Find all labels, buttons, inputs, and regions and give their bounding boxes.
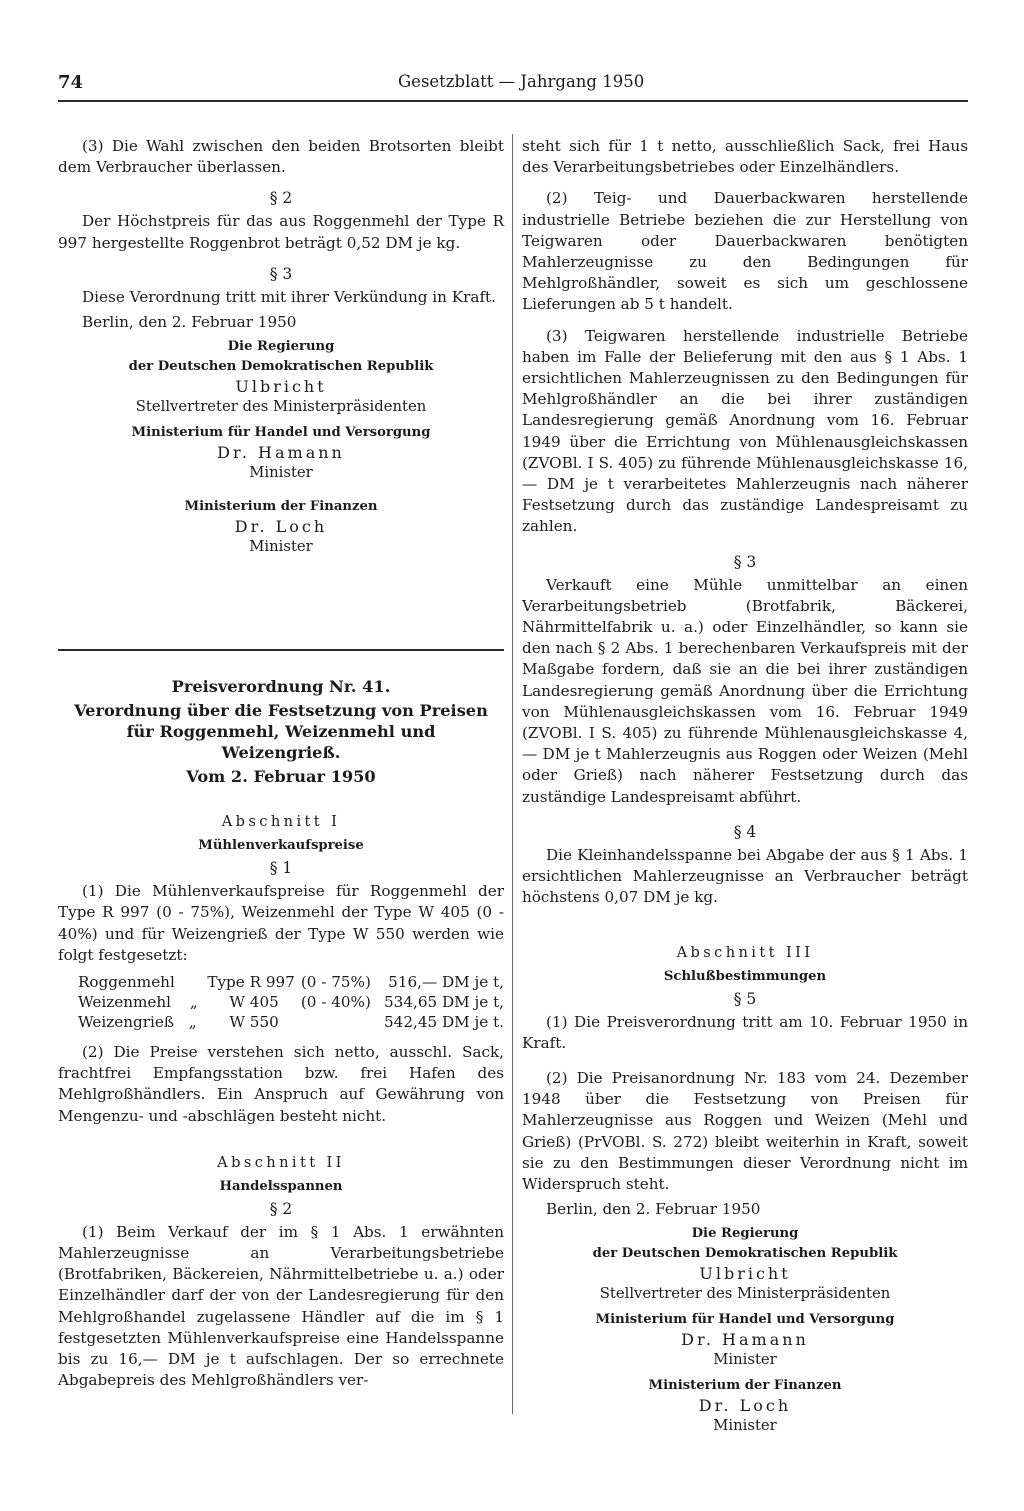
- sig-name-ulbricht: Ulbricht: [699, 1264, 791, 1284]
- sig-name-hamann: Dr. Hamann: [681, 1330, 809, 1350]
- abschnitt-1-paragraph-1: (1) Die Mühlenverkaufspreise für Roggenmehl der Type R 997 (0 - 75%), Weizenmehl der Type W 405 (0 - 40%) und für Weizengrieß der Type W 550 werden wie folgt festgesetzt:: [58, 882, 504, 964]
- ordinance-title-date: Vom 2. Februar 1950: [186, 767, 376, 787]
- price-type: W 405: [229, 993, 279, 1012]
- ditto-mark: „: [188, 1013, 197, 1032]
- sig-role-minister-2: Minister: [713, 1417, 777, 1435]
- price-value: 542,45 DM je t.: [384, 1013, 504, 1032]
- section-5-paragraph-1: (1) Die Preisverordnung tritt am 10. Februar 1950 in Kraft.: [522, 1012, 968, 1052]
- page-number: 74: [58, 72, 84, 93]
- paragraph-3-teigwaren-betriebe: (3) Teigwaren herstellende industrielle Betriebe haben im Falle der Belieferung mit den aus § 1 Abs. 1 ersichtlichen Mahlerzeugnissen zu den Bedingungen für Mehlgroßhändler an die bei ihrer zuständigen Landesregierung gemäß Anordnung vom 16. Februar 1949 über die Errichtung von Mühlenausgleichskassen (ZVOBl. I S. 405) zu führende Mühlenausgleichskasse 16,— DM je t verarbeitetes Mahlerzeugnis nach näherer Festsetzung durch das zuständige Landespreisamt zu zahlen.: [522, 326, 968, 536]
- price-row: [58, 972, 504, 992]
- abschnitt-2-section-2-heading: § 2: [269, 1199, 293, 1218]
- sig-role-deputy: Stellvertreter des Ministerpräsidenten: [599, 1285, 891, 1303]
- section-3-heading-right: § 3: [733, 552, 757, 571]
- abschnitt-3-heading: Abschnitt III: [676, 943, 814, 961]
- sig-role-minister-2: Minister: [249, 538, 313, 556]
- abschnitt-1-section-1-heading: § 1: [269, 859, 293, 878]
- page-header: [58, 72, 968, 98]
- price-product: Roggenmehl: [78, 973, 175, 992]
- section-5-paragraph-2: (2) Die Preisanordnung Nr. 183 vom 24. Dezember 1948 über die Festsetzung von Preisen für Mahlerzeugnisse aus Roggen und Weizen (Mehl und Grieß) (PrVOBl. S. 272) bleibt weiterhin in Kraft, soweit sie zu den Bestimmungen dieser Verordnung nicht im Widerspruch steht.: [522, 1068, 968, 1193]
- price-row: [58, 992, 504, 1012]
- price-range: (0 - 75%): [300, 973, 371, 992]
- section-3-text: Diese Verordnung tritt mit ihrer Verkündung in Kraft.: [82, 287, 496, 306]
- price-range: (0 - 40%): [300, 993, 371, 1012]
- section-2-text: Der Höchstpreis für das aus Roggenmehl der Type R 997 hergestellte Roggenbrot beträgt 0,52 DM je kg.: [58, 212, 504, 252]
- sig-role-deputy: Stellvertreter des Ministerpräsidenten: [135, 398, 427, 416]
- sig-org-ddr: der Deutschen Demokratischen Republik: [592, 1246, 898, 1262]
- price-product: Weizenmehl „: [78, 993, 198, 1012]
- signature-date-right: Berlin, den 2. Februar 1950: [546, 1200, 761, 1219]
- paragraph-2-teigwaren: (2) Teig- und Dauerbackwaren herstellende industrielle Betriebe beziehen die zur Herstellung von Teigwaren oder Dauerbackwaren benötigten Mahlerzeugnisse zu den Bedingungen für Mehlgroßhändler, soweit es sich um geschlossene Lieferungen ab 5 t handelt.: [522, 189, 968, 314]
- signature-block: [58, 337, 504, 557]
- sig-org-ddr: der Deutschen Demokratischen Republik: [128, 359, 434, 375]
- sig-org-finanzen: Ministerium der Finanzen: [648, 1378, 842, 1394]
- price-range: [301, 1012, 376, 1032]
- column-divider: [512, 134, 513, 1414]
- sig-name-loch: Dr. Loch: [698, 1396, 792, 1416]
- abschnitt-2-heading: Abschnitt II: [217, 1153, 345, 1171]
- abschnitt-2-paragraph-1: (1) Beim Verkauf der im § 1 Abs. 1 erwähnten Mahlerzeugnisse an Verarbeitungsbetriebe (Brotfabriken, Bäckereien, Nährmittelbetriebe u. a.) oder Einzelhändler darf der von der Landesregierung für den Mehlgroßhandel zugelassene Händler auf die im § 1 festgesetzten Mühlenverkaufspreise eine Handelsspanne bis zu 16,— DM je t aufschlagen. Der so errechnete Abgabepreis des Mehlgroßhändlers ver-: [58, 1222, 504, 1390]
- section-3-heading: § 3: [269, 264, 293, 283]
- right-column: [522, 136, 968, 1436]
- price-value: 534,65 DM je t,: [384, 993, 504, 1012]
- sig-org-government: Die Regierung: [691, 1226, 799, 1242]
- abschnitt-3-subtitle: Schlußbestimmungen: [663, 968, 827, 984]
- section-3-text-right: Verkauft eine Mühle unmittelbar an einen Verarbeitungsbetrieb (Brotfabrik, Bäckerei, Nährmittelfabrik u. a.) oder Einzelhändler, so kann sie den nach § 2 Abs. 1 berechenbaren Verkaufspreis mit der Maßgabe fordern, daß sie an die bei ihrer zuständigen Landesregierung gemäß Anordnung über die Errichtung von Mühlenausgleichskassen vom 16. Februar 1949 (ZVOBl. I S. 405) zu führende Mühlenausgleichskasse 4,— DM je t Mahlerzeugnis aus Roggen oder Weizen (Mehl oder Grieß) nach näherer Festsetzung durch das zuständige Landespreisamt abführt.: [522, 575, 968, 806]
- sig-org-handel: Ministerium für Handel und Versorgung: [595, 1312, 895, 1328]
- abschnitt-1-heading: Abschnitt I: [221, 813, 341, 831]
- header-rule: [58, 100, 968, 102]
- signature-date: Berlin, den 2. Februar 1950: [82, 313, 297, 332]
- sig-org-government: Die Regierung: [227, 339, 335, 355]
- abschnitt-2-subtitle: Handelsspannen: [219, 1178, 343, 1194]
- section-5-heading: § 5: [733, 989, 757, 1008]
- sig-org-handel: Ministerium für Handel und Versorgung: [131, 425, 431, 441]
- ditto-mark: „: [189, 993, 198, 1012]
- ordinance-title-number: Preisverordnung Nr. 41.: [171, 677, 391, 697]
- sig-name-loch: Dr. Loch: [234, 517, 328, 537]
- price-type: W 550: [229, 1013, 279, 1032]
- paragraph-3-brotsorten: (3) Die Wahl zwischen den beiden Brotsorten bleibt dem Verbraucher überlassen.: [58, 137, 504, 177]
- left-column: [58, 136, 504, 1391]
- sig-role-minister-1: Minister: [713, 1351, 777, 1369]
- price-table: [58, 972, 504, 1032]
- abschnitt-1-paragraph-2: (2) Die Preise verstehen sich netto, ausschl. Sack, frachtfrei Empfangsstation bzw. frei Hafen des Mehlgroßhändlers. Ein Anspruch auf Gewährung von Mengenzu- und -abschlägen besteht nicht.: [58, 1043, 504, 1125]
- sig-org-finanzen: Ministerium der Finanzen: [184, 499, 378, 515]
- paragraph-continuation: steht sich für 1 t netto, ausschließlich Sack, frei Haus des Verarbeitungsbetriebes oder Einzelhändlers.: [522, 137, 968, 177]
- sig-name-ulbricht: Ulbricht: [235, 377, 327, 397]
- signature-block-right: [522, 1224, 968, 1436]
- section-4-heading: § 4: [733, 822, 757, 841]
- running-title: Gesetzblatt — Jahrgang 1950: [398, 72, 645, 91]
- sig-role-minister-1: Minister: [249, 464, 313, 482]
- price-product: Weizengrieß „: [78, 1013, 197, 1032]
- abschnitt-1-subtitle: Mühlenverkaufspreise: [198, 838, 364, 854]
- price-value: 516,— DM je t,: [388, 973, 504, 992]
- price-type: Type R 997: [207, 973, 295, 992]
- sig-name-hamann: Dr. Hamann: [217, 443, 345, 463]
- price-row: [58, 1012, 504, 1032]
- section-4-text: Die Kleinhandelsspanne bei Abgabe der aus § 1 Abs. 1 ersichtlichen Mahlerzeugnisse an Verbraucher beträgt höchstens 0,07 DM je kg.: [522, 845, 968, 907]
- ordinance-title-subject: Verordnung über die Festsetzung von Preisen für Roggenmehl, Weizenmehl und Weizengrieß.: [74, 701, 488, 763]
- section-2-heading: § 2: [269, 189, 293, 208]
